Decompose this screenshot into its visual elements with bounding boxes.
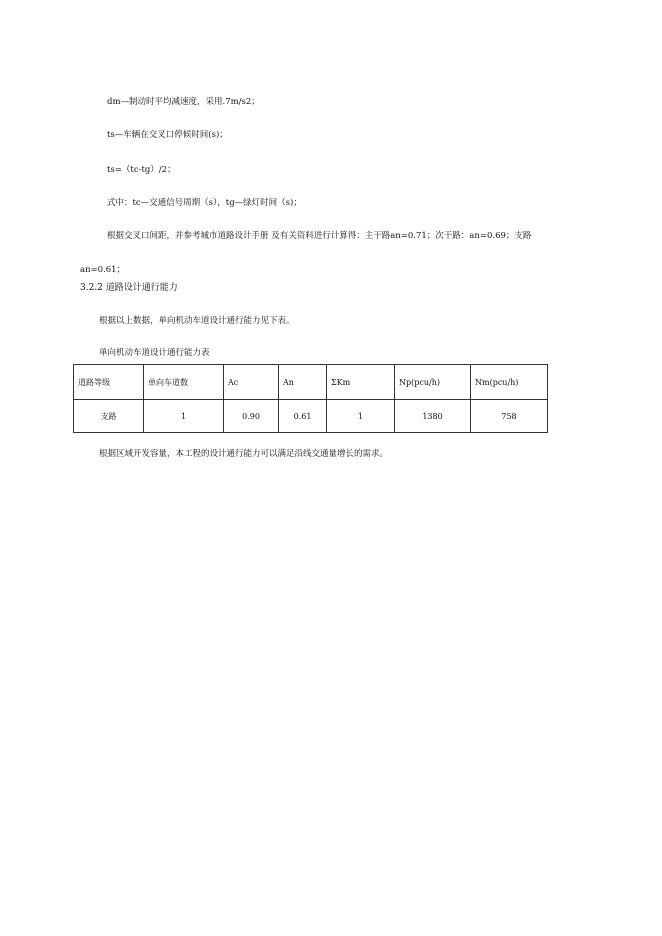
header-road-class: 道路等级 xyxy=(74,365,144,400)
section-heading: 3.2.2 道路设计通行能力 xyxy=(80,283,178,293)
table-row xyxy=(74,400,548,433)
cell-nm: 758 xyxy=(471,400,548,433)
cell-ac: 0.90 xyxy=(224,400,279,433)
header-np: Np(pcu/h) xyxy=(395,365,471,400)
header-ac: Ac xyxy=(224,365,279,400)
table-header-row xyxy=(74,365,548,400)
header-an: An xyxy=(279,365,327,400)
header-sum-km: ΣKm xyxy=(327,365,395,400)
paragraph-calculation: 根据交叉口间距，并参考城市道路设计手册 及有关资料进行计算得：主干路an=0.71；次干路：an=0.69；支路 xyxy=(107,231,532,241)
paragraph-formula-note: 式中：tc—交通信号周期（s），tg—绿灯时间（s)； xyxy=(107,198,302,208)
capacity-table xyxy=(73,364,548,433)
header-lane-count: 单向车道数 xyxy=(144,365,224,400)
cell-an: 0.61 xyxy=(279,400,327,433)
cell-lane-count: 1 xyxy=(144,400,224,433)
paragraph-calculation-cont: an=0.61； xyxy=(80,265,126,275)
table-caption: 单向机动车道设计通行能力表 xyxy=(99,348,210,358)
paragraph-ts-formula: ts=（tc-tg）/2； xyxy=(107,165,176,175)
paragraph-ts: ts—车辆在交叉口停候时间(s)； xyxy=(107,130,228,140)
cell-road-class: 支路 xyxy=(74,400,144,433)
cell-sum-km: 1 xyxy=(327,400,395,433)
paragraph-dm: dm—制动时平均减速度，采用.7m/s2； xyxy=(107,97,260,107)
section-intro: 根据以上数据，单向机动车道设计通行能力见下表。 xyxy=(99,316,295,326)
conclusion-paragraph: 根据区域开发容量，本工程的设计通行能力可以满足沿线交通量增长的需求。 xyxy=(99,449,389,459)
header-nm: Nm(pcu/h) xyxy=(471,365,548,400)
cell-np: 1380 xyxy=(395,400,471,433)
